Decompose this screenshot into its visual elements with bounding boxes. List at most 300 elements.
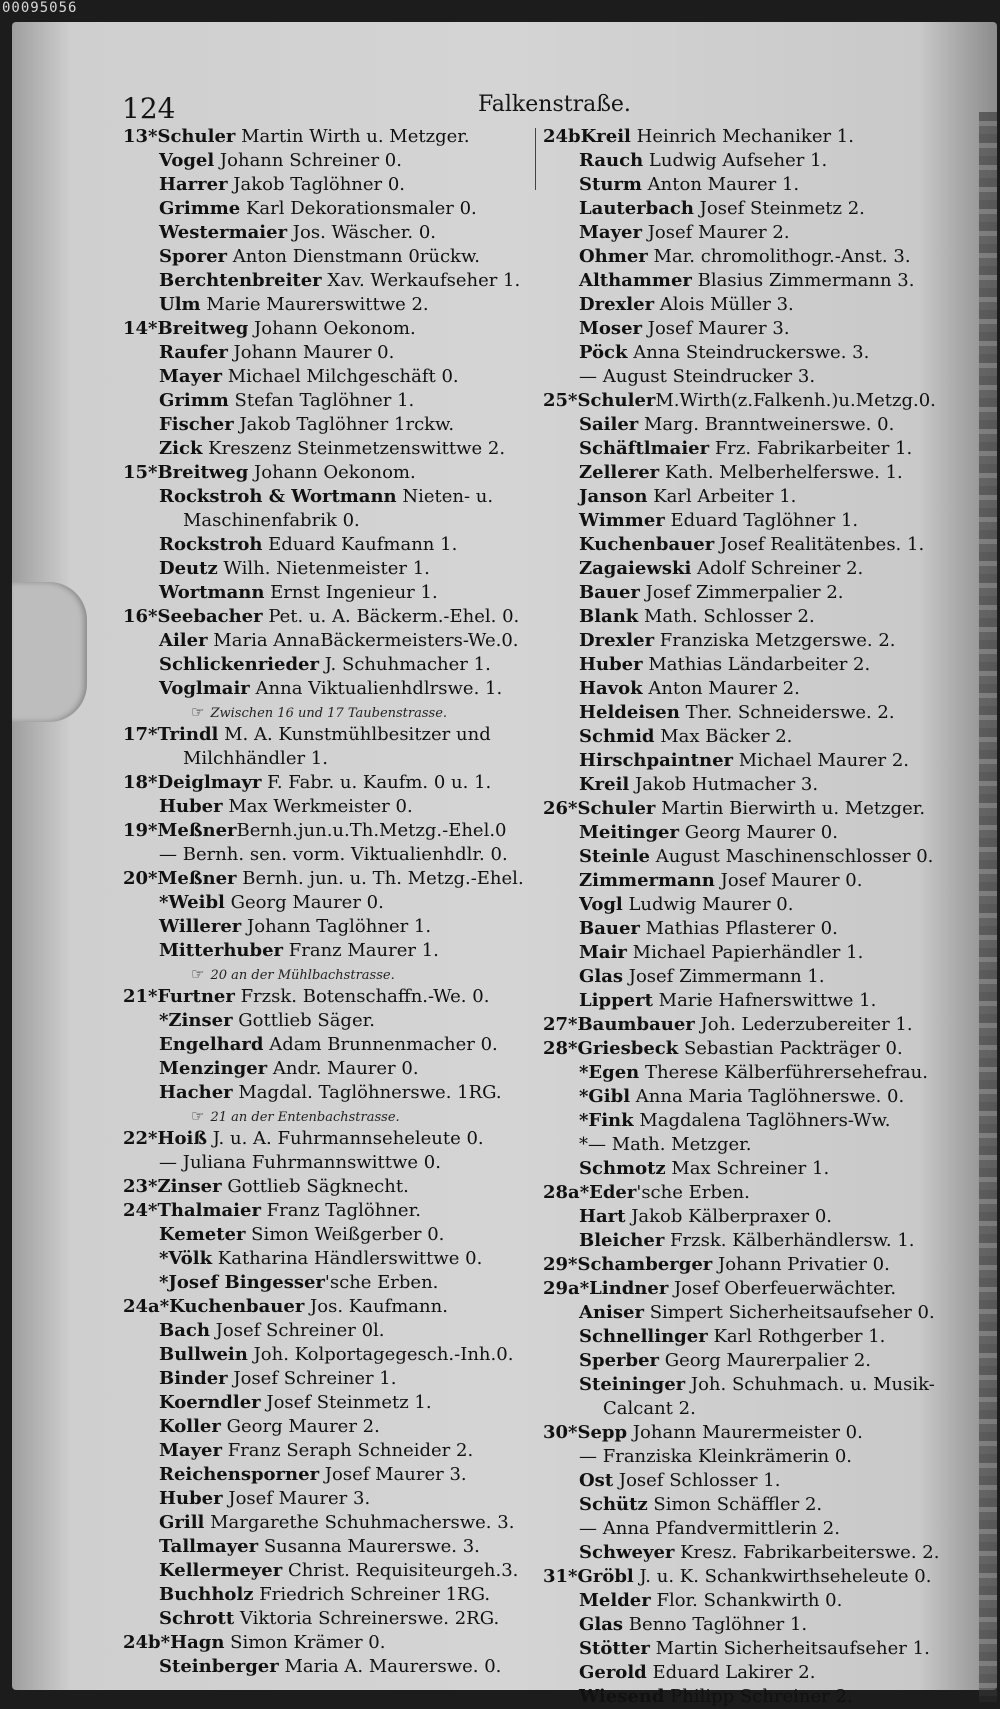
resident-details: Jakob Kälberpraxer 0. bbox=[625, 1206, 833, 1227]
resident-surname: Wiesend bbox=[579, 1686, 665, 1707]
resident-surname: Eder bbox=[589, 1182, 637, 1203]
resident-surname: Kreil bbox=[580, 126, 631, 147]
directory-entry bbox=[123, 1009, 563, 1033]
resident-details: Viktoria Schreinerswe. 2RG. bbox=[234, 1608, 500, 1629]
resident-surname: Hagn bbox=[170, 1632, 225, 1653]
house-number: 14* bbox=[123, 318, 158, 339]
directory-entry bbox=[543, 917, 968, 941]
house-number: 29* bbox=[543, 1254, 578, 1275]
directory-entry bbox=[543, 1085, 968, 1109]
directory-entry bbox=[543, 845, 968, 869]
directory-entry bbox=[123, 413, 563, 437]
pointing-hand-icon: ☞ bbox=[191, 965, 205, 983]
directory-entry bbox=[543, 1397, 968, 1421]
directory-entry bbox=[123, 461, 563, 485]
resident-details: Martin Sicherheitsaufseher 1. bbox=[649, 1638, 930, 1659]
resident-details: Christ. Requisiteurgeh.3. bbox=[282, 1560, 519, 1581]
resident-surname: Hoiß bbox=[157, 1128, 207, 1149]
house-number: 24* bbox=[123, 1200, 158, 1221]
resident-details: Flor. Schankwirth 0. bbox=[650, 1590, 843, 1611]
resident-details: Max Werkmeister 0. bbox=[222, 796, 413, 817]
directory-entry bbox=[543, 1109, 968, 1133]
resident-surname: Seebacher bbox=[157, 606, 263, 627]
resident-surname: Bauer bbox=[579, 582, 640, 603]
house-number: 23* bbox=[123, 1176, 158, 1197]
resident-details: Simon Schäffler 2. bbox=[647, 1494, 823, 1515]
resident-details: Max Schreiner 1. bbox=[665, 1158, 830, 1179]
directory-entry bbox=[543, 749, 968, 773]
directory-entry bbox=[543, 1253, 968, 1277]
resident-details: Bernh.jun.u.Th.Metzg.-Ehel.0 bbox=[236, 820, 507, 841]
resident-details: Katharina Händlerswittwe 0. bbox=[212, 1248, 483, 1269]
directory-entry bbox=[123, 653, 563, 677]
resident-surname: *Josef Bingesser bbox=[159, 1272, 325, 1293]
directory-entry bbox=[123, 1439, 563, 1463]
resident-surname: Sepp bbox=[577, 1422, 628, 1443]
directory-entry bbox=[123, 1271, 563, 1295]
resident-surname: Schuler bbox=[157, 126, 236, 147]
directory-entry bbox=[543, 1541, 968, 1565]
directory-entry bbox=[123, 1463, 563, 1487]
resident-surname: Schmotz bbox=[579, 1158, 666, 1179]
directory-entry bbox=[123, 509, 563, 533]
resident-details: Karl Dekorationsmaler 0. bbox=[240, 198, 477, 219]
resident-surname: Meßner bbox=[157, 868, 237, 889]
resident-details: J. u. A. Fuhrmannseheleute 0. bbox=[207, 1128, 484, 1149]
resident-surname: Hart bbox=[579, 1206, 626, 1227]
directory-entry bbox=[123, 867, 563, 891]
directory-entry bbox=[123, 173, 563, 197]
page-number: 124 bbox=[122, 92, 176, 125]
directory-entry bbox=[123, 1127, 563, 1151]
right-column bbox=[543, 125, 968, 1709]
directory-entry bbox=[543, 1013, 968, 1037]
directory-entry bbox=[543, 1493, 968, 1517]
resident-details: Marg. Branntweinerswe. 0. bbox=[638, 414, 895, 435]
directory-entry bbox=[123, 1175, 563, 1199]
directory-entry bbox=[123, 1151, 563, 1175]
resident-details: Frz. Fabrikarbeiter 1. bbox=[709, 438, 913, 459]
directory-entry bbox=[543, 149, 968, 173]
resident-details: Kath. Melberhelferswe. 1. bbox=[659, 462, 903, 483]
directory-entry bbox=[123, 677, 563, 701]
house-number: 25* bbox=[543, 390, 578, 411]
left-column bbox=[123, 125, 563, 1679]
resident-details: Blasius Zimmermann 3. bbox=[691, 270, 915, 291]
resident-details: Franz Taglöhner. bbox=[260, 1200, 421, 1221]
directory-entry bbox=[123, 1487, 563, 1511]
resident-details: Georg Maurer 0. bbox=[678, 822, 838, 843]
resident-details: Jakob Taglöhner 1rckw. bbox=[233, 414, 455, 435]
directory-entry bbox=[543, 173, 968, 197]
resident-details: Anna Viktualienhdlrswe. 1. bbox=[249, 678, 503, 699]
resident-details: Josef Maurer 3. bbox=[222, 1488, 371, 1509]
resident-details: Calcant 2. bbox=[603, 1398, 696, 1419]
resident-details: Franz Maurer 1. bbox=[283, 940, 439, 961]
resident-surname: Tallmayer bbox=[159, 1536, 259, 1557]
resident-details: Eduard Lakirer 2. bbox=[646, 1662, 816, 1683]
resident-surname: Grimme bbox=[159, 198, 241, 219]
resident-surname: Vogl bbox=[579, 894, 623, 915]
resident-details: Josef Steinmetz 1. bbox=[260, 1392, 432, 1413]
directory-entry bbox=[123, 245, 563, 269]
resident-details: Magdalena Taglöhners-Ww. bbox=[633, 1110, 891, 1131]
directory-entry bbox=[543, 1685, 968, 1709]
resident-details: Eduard Taglöhner 1. bbox=[664, 510, 859, 531]
resident-details: Jakob Hutmacher 3. bbox=[629, 774, 819, 795]
resident-surname: Huber bbox=[159, 796, 223, 817]
resident-details: 'sche Erben. bbox=[324, 1272, 439, 1293]
resident-surname: Meßner bbox=[157, 820, 237, 841]
directory-entry bbox=[543, 965, 968, 989]
resident-details: Adolf Schreiner 2. bbox=[691, 558, 864, 579]
resident-details: Bernh. jun. u. Th. Metzg.-Ehel. bbox=[236, 868, 524, 889]
directory-entry bbox=[123, 1223, 563, 1247]
resident-surname: *Gibl bbox=[579, 1086, 631, 1107]
resident-details: Georg Maurer 2. bbox=[220, 1416, 380, 1437]
house-number: 29a* bbox=[543, 1278, 590, 1299]
resident-details: Jos. Wäscher. 0. bbox=[287, 222, 437, 243]
resident-surname: Deiglmayr bbox=[157, 772, 262, 793]
resident-details: Michael Papierhändler 1. bbox=[626, 942, 864, 963]
directory-entry bbox=[123, 819, 563, 843]
resident-surname: Zellerer bbox=[579, 462, 660, 483]
resident-surname: Voglmair bbox=[159, 678, 250, 699]
directory-entry bbox=[543, 341, 968, 365]
directory-entry bbox=[123, 1583, 563, 1607]
resident-details: Johann Maurer 0. bbox=[227, 342, 395, 363]
street-note-text: 20 an der Mühlbachstrasse. bbox=[210, 968, 395, 983]
resident-surname: Sporer bbox=[159, 246, 228, 267]
resident-surname: Kuchenbauer bbox=[169, 1296, 305, 1317]
directory-entry bbox=[543, 1613, 968, 1637]
resident-surname: Schrott bbox=[159, 1608, 235, 1629]
resident-details: Mathias Ländarbeiter 2. bbox=[642, 654, 871, 675]
resident-surname: Kuchenbauer bbox=[579, 534, 715, 555]
directory-entry bbox=[543, 821, 968, 845]
resident-surname: Huber bbox=[159, 1488, 223, 1509]
resident-details: M.Wirth(z.Falkenh.)u.Metzg.0. bbox=[655, 390, 936, 411]
resident-surname: Rauch bbox=[579, 150, 644, 171]
resident-surname: Grimm bbox=[159, 390, 229, 411]
resident-surname: Bleicher bbox=[579, 1230, 665, 1251]
street-note bbox=[123, 963, 563, 985]
resident-surname: Mayer bbox=[579, 222, 642, 243]
resident-details: Karl Rothgerber 1. bbox=[707, 1326, 886, 1347]
directory-entry bbox=[543, 893, 968, 917]
directory-entry bbox=[123, 723, 563, 747]
directory-entry bbox=[123, 581, 563, 605]
resident-surname: *Weibl bbox=[159, 892, 225, 913]
resident-details: *— Math. Metzger. bbox=[579, 1134, 752, 1155]
resident-details: Josef Realitätenbes. 1. bbox=[714, 534, 925, 555]
resident-surname: Mayer bbox=[159, 1440, 222, 1461]
directory-entry bbox=[123, 795, 563, 819]
directory-entry bbox=[123, 389, 563, 413]
directory-entry bbox=[543, 701, 968, 725]
directory-entry bbox=[123, 125, 563, 149]
street-note bbox=[123, 701, 563, 723]
resident-details: Xav. Werkaufseher 1. bbox=[321, 270, 521, 291]
resident-details: Michael Milchgeschäft 0. bbox=[221, 366, 459, 387]
resident-details: Josef Schreiner 0l. bbox=[209, 1320, 385, 1341]
resident-surname: Koller bbox=[159, 1416, 221, 1437]
resident-details: Alois Müller 3. bbox=[654, 294, 794, 315]
scan-id: 00095056 bbox=[2, 0, 78, 16]
directory-entry bbox=[543, 1349, 968, 1373]
resident-surname: Melder bbox=[579, 1590, 651, 1611]
resident-details: Ernst Ingenieur 1. bbox=[264, 582, 438, 603]
resident-details: Jos. Kaufmann. bbox=[304, 1296, 448, 1317]
directory-entry bbox=[543, 125, 968, 149]
resident-details: Johann Privatier 0. bbox=[712, 1254, 890, 1275]
house-number: 16* bbox=[123, 606, 158, 627]
resident-details: Mar. chromolithogr.-Anst. 3. bbox=[647, 246, 911, 267]
resident-surname: Harrer bbox=[159, 174, 228, 195]
resident-surname: Ailer bbox=[159, 630, 208, 651]
resident-details: Frzsk. Kälberhändlersw. 1. bbox=[664, 1230, 915, 1251]
resident-details: Max Bäcker 2. bbox=[654, 726, 793, 747]
directory-entry bbox=[123, 1319, 563, 1343]
directory-entry bbox=[123, 1295, 563, 1319]
directory-entry bbox=[543, 221, 968, 245]
resident-surname: Breitweg bbox=[157, 318, 249, 339]
house-number: 20* bbox=[123, 868, 158, 889]
directory-entry bbox=[123, 1199, 563, 1223]
resident-details: Martin Bierwirth u. Metzger. bbox=[655, 798, 926, 819]
pointing-hand-icon: ☞ bbox=[191, 1107, 205, 1125]
resident-surname: Blank bbox=[579, 606, 639, 627]
directory-entry bbox=[543, 1373, 968, 1397]
resident-surname: Zinser bbox=[157, 1176, 222, 1197]
resident-details: Ludwig Aufseher 1. bbox=[643, 150, 828, 171]
pointing-hand-icon: ☞ bbox=[191, 703, 205, 721]
directory-entry bbox=[123, 1057, 563, 1081]
directory-entry bbox=[543, 1277, 968, 1301]
resident-details: Kreszenz Steinmetzenswittwe 2. bbox=[202, 438, 506, 459]
resident-surname: Schuler bbox=[577, 798, 656, 819]
resident-details: M. A. Kunstmühlbesitzer und bbox=[218, 724, 491, 745]
directory-entry bbox=[543, 293, 968, 317]
resident-details: F. Fabr. u. Kaufm. 0 u. 1. bbox=[261, 772, 492, 793]
resident-surname: *Zinser bbox=[159, 1010, 233, 1031]
resident-surname: Steinberger bbox=[159, 1656, 279, 1677]
directory-entry bbox=[123, 1081, 563, 1105]
resident-details: — Juliana Fuhrmannswittwe 0. bbox=[159, 1152, 441, 1173]
resident-surname: Glas bbox=[579, 966, 624, 987]
resident-details: Adam Brunnenmacher 0. bbox=[263, 1034, 498, 1055]
directory-entry bbox=[543, 941, 968, 965]
resident-details: Benno Taglöhner 1. bbox=[623, 1614, 808, 1635]
directory-entry bbox=[543, 1565, 968, 1589]
directory-entry bbox=[543, 869, 968, 893]
directory-entry bbox=[123, 843, 563, 867]
resident-details: Anton Maurer 1. bbox=[641, 174, 800, 195]
house-number: 15* bbox=[123, 462, 158, 483]
resident-surname: Zagaiewski bbox=[579, 558, 692, 579]
resident-details: Joh. Lederzubereiter 1. bbox=[694, 1014, 913, 1035]
resident-details: Josef Oberfeuerwächter. bbox=[668, 1278, 897, 1299]
resident-details: Maria AnnaBäckermeisters-We.0. bbox=[207, 630, 519, 651]
directory-entry bbox=[543, 773, 968, 797]
resident-surname: Schuler bbox=[577, 390, 656, 411]
directory-entry bbox=[123, 1247, 563, 1271]
house-number: 28a* bbox=[543, 1182, 590, 1203]
resident-details: August Maschinenschlosser 0. bbox=[649, 846, 934, 867]
directory-entry bbox=[543, 1637, 968, 1661]
resident-details: Josef Zimmermann 1. bbox=[623, 966, 825, 987]
resident-surname: Hacher bbox=[159, 1082, 233, 1103]
house-number: 24b bbox=[543, 126, 581, 147]
directory-entry bbox=[543, 269, 968, 293]
resident-surname: Lindner bbox=[589, 1278, 669, 1299]
directory-entry bbox=[123, 891, 563, 915]
resident-details: Karl Arbeiter 1. bbox=[647, 486, 797, 507]
resident-surname: Mayer bbox=[159, 366, 222, 387]
resident-surname: Steinle bbox=[579, 846, 650, 867]
resident-details: Anna Maria Taglöhnerswe. 0. bbox=[630, 1086, 905, 1107]
resident-details: Gottlieb Säger. bbox=[232, 1010, 375, 1031]
resident-details: Franz Seraph Schneider 2. bbox=[221, 1440, 474, 1461]
resident-details: Simon Krämer 0. bbox=[224, 1632, 386, 1653]
directory-entry bbox=[543, 197, 968, 221]
resident-surname: Zimmermann bbox=[579, 870, 715, 891]
resident-details: Georg Maurer 0. bbox=[224, 892, 384, 913]
directory-entry bbox=[543, 1517, 968, 1541]
resident-details: Ludwig Maurer 0. bbox=[622, 894, 794, 915]
resident-details: Simpert Sicherheitsaufseher 0. bbox=[643, 1302, 935, 1323]
resident-details: Andr. Maurer 0. bbox=[267, 1058, 419, 1079]
house-number: 24b* bbox=[123, 1632, 171, 1653]
resident-details: Ther. Schneiderswe. 2. bbox=[679, 702, 895, 723]
resident-details: Milchhändler 1. bbox=[183, 748, 328, 769]
resident-details: Josef Steinmetz 2. bbox=[693, 198, 865, 219]
resident-details: Johann Taglöhner 1. bbox=[241, 916, 432, 937]
resident-details: Martin Wirth u. Metzger. bbox=[235, 126, 470, 147]
house-number: 19* bbox=[123, 820, 158, 841]
directory-entry bbox=[123, 1607, 563, 1631]
directory-entry bbox=[123, 221, 563, 245]
directory-entry bbox=[543, 1157, 968, 1181]
resident-details: Georg Maurerpalier 2. bbox=[659, 1350, 872, 1371]
directory-entry bbox=[543, 557, 968, 581]
directory-entry bbox=[123, 1367, 563, 1391]
resident-details: Josef Schreiner 1. bbox=[227, 1368, 397, 1389]
resident-details: Maschinenfabrik 0. bbox=[183, 510, 360, 531]
street-note bbox=[123, 1105, 563, 1127]
resident-surname: Aniser bbox=[579, 1302, 644, 1323]
resident-surname: Schweyer bbox=[579, 1542, 675, 1563]
directory-entry bbox=[123, 437, 563, 461]
resident-details: Sebastian Packträger 0. bbox=[678, 1038, 903, 1059]
directory-entry bbox=[123, 317, 563, 341]
resident-surname: Lippert bbox=[579, 990, 653, 1011]
street-note-text: 21 an der Entenbachstrasse. bbox=[210, 1110, 400, 1125]
house-number: 30* bbox=[543, 1422, 578, 1443]
directory-entry bbox=[543, 509, 968, 533]
directory-entry bbox=[123, 197, 563, 221]
resident-details: Josef Maurer 0. bbox=[714, 870, 863, 891]
resident-surname: Sailer bbox=[579, 414, 639, 435]
resident-surname: Raufer bbox=[159, 342, 228, 363]
resident-surname: Heldeisen bbox=[579, 702, 680, 723]
resident-surname: Lauterbach bbox=[579, 198, 694, 219]
directory-entry bbox=[123, 1655, 563, 1679]
resident-details: Joh. Kolportagegesch.-Inh.0. bbox=[247, 1344, 514, 1365]
resident-surname: Havok bbox=[579, 678, 643, 699]
resident-surname: Drexler bbox=[579, 294, 655, 315]
directory-entry bbox=[543, 485, 968, 509]
resident-details: Josef Schlosser 1. bbox=[613, 1470, 781, 1491]
resident-surname: Rockstroh & Wortmann bbox=[159, 486, 397, 507]
resident-surname: Kemeter bbox=[159, 1224, 246, 1245]
resident-surname: Trindl bbox=[157, 724, 219, 745]
resident-surname: Schnellinger bbox=[579, 1326, 708, 1347]
resident-surname: Furtner bbox=[157, 986, 235, 1007]
resident-surname: Binder bbox=[159, 1368, 228, 1389]
directory-entry bbox=[543, 677, 968, 701]
directory-entry bbox=[543, 797, 968, 821]
resident-surname: Menzinger bbox=[159, 1058, 268, 1079]
directory-entry bbox=[123, 1033, 563, 1057]
resident-surname: Grill bbox=[159, 1512, 205, 1533]
resident-details: Wilh. Nietenmeister 1. bbox=[217, 558, 430, 579]
resident-surname: Deutz bbox=[159, 558, 218, 579]
resident-surname: Willerer bbox=[159, 916, 242, 937]
resident-surname: Glas bbox=[579, 1614, 624, 1635]
resident-surname: Ohmer bbox=[579, 246, 648, 267]
resident-surname: Mitterhuber bbox=[159, 940, 284, 961]
directory-entry bbox=[543, 1325, 968, 1349]
street-note-text: Zwischen 16 und 17 Taubenstrasse. bbox=[210, 706, 448, 721]
directory-entry bbox=[543, 629, 968, 653]
directory-entry bbox=[543, 1205, 968, 1229]
resident-surname: Thalmaier bbox=[157, 1200, 261, 1221]
directory-entry bbox=[123, 341, 563, 365]
directory-entry bbox=[123, 985, 563, 1009]
directory-entry bbox=[123, 1631, 563, 1655]
directory-entry bbox=[543, 1181, 968, 1205]
resident-surname: Breitweg bbox=[157, 462, 249, 483]
resident-surname: Berchtenbreiter bbox=[159, 270, 322, 291]
resident-details: Josef Maurer 2. bbox=[641, 222, 790, 243]
resident-surname: Pöck bbox=[579, 342, 628, 363]
directory-entry bbox=[123, 1511, 563, 1535]
directory-entry bbox=[123, 605, 563, 629]
directory-entry bbox=[543, 1133, 968, 1157]
directory-entry bbox=[543, 413, 968, 437]
directory-entry bbox=[543, 1421, 968, 1445]
resident-details: Michael Maurer 2. bbox=[733, 750, 909, 771]
resident-surname: Westermaier bbox=[159, 222, 288, 243]
directory-entry bbox=[543, 1661, 968, 1685]
resident-details: J. Schuhmacher 1. bbox=[319, 654, 491, 675]
resident-details: Friedrich Schreiner 1RG. bbox=[253, 1584, 491, 1605]
resident-details: J. u. K. Schankwirthseheleute 0. bbox=[633, 1566, 932, 1587]
resident-details: Marie Hafnerswittwe 1. bbox=[652, 990, 877, 1011]
directory-entry bbox=[123, 1391, 563, 1415]
directory-entry bbox=[543, 1445, 968, 1469]
page-tab bbox=[12, 582, 87, 722]
resident-surname: Kellermeyer bbox=[159, 1560, 283, 1581]
running-head: Falkenstraße. bbox=[478, 92, 631, 117]
resident-surname: *Völk bbox=[159, 1248, 213, 1269]
resident-surname: Fischer bbox=[159, 414, 234, 435]
directory-entry bbox=[543, 725, 968, 749]
resident-surname: Bullwein bbox=[159, 1344, 248, 1365]
resident-details: Anton Dienstmann 0rückw. bbox=[227, 246, 480, 267]
directory-entry bbox=[543, 1061, 968, 1085]
